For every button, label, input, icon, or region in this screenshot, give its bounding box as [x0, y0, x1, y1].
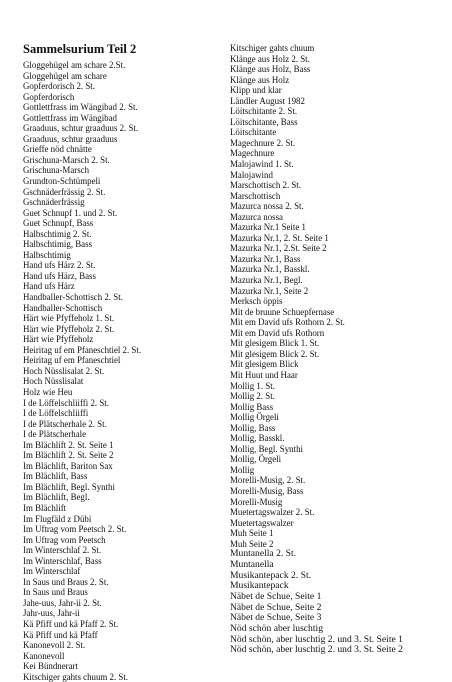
list-item: Merksch öppis: [230, 296, 283, 307]
list-item: Gloggehügel am schare 2.St.: [23, 60, 126, 70]
list-item: Gschnäderfrässig: [23, 197, 85, 208]
list-item: Kitschiger gahts chuum 2. St.: [23, 671, 129, 682]
list-item: Graaduus, schtur graaduus 2. St.: [23, 123, 139, 134]
list-item: Muntanella: [230, 559, 274, 570]
list-item: Nöd schön, aber luschtig 2. und 3. St. Seite 2: [230, 645, 403, 656]
list-item: Ländler August 1982: [230, 95, 305, 106]
list-item: Muh Seite 2: [230, 538, 274, 549]
list-item: Mollig, Bass: [230, 422, 276, 433]
list-item: Muh Seite 1: [230, 528, 274, 539]
list-item: I de Plätscherhale 2. St.: [23, 418, 107, 429]
list-item: I de Plätscherhale: [23, 429, 87, 440]
list-item: Morelli-Musig, Bass: [230, 485, 304, 496]
list-item: Malojawind: [230, 169, 273, 180]
list-item: Heiritag uf em Pfaneschtiel 2. St.: [23, 344, 142, 355]
list-item: In Saus und Braus: [23, 587, 88, 598]
list-item: Halbschtimig, Bass: [23, 239, 93, 250]
list-item: Morelli-Musig: [230, 496, 283, 507]
list-item: Guet Schnupf, Bass: [23, 218, 94, 229]
list-item: Im Blächlift 2. St. Seite 2: [23, 450, 114, 461]
list-item: Im Winterschlaf 2. St.: [23, 545, 102, 556]
list-item: Im Blächlift, Begl. Synthi: [23, 481, 115, 492]
list-item: Im Blächlift: [23, 502, 67, 513]
list-item: Halbschtimig: [23, 249, 71, 260]
list-item: Klänge aus Holz 2. St.: [230, 53, 310, 64]
list-item: Mollig Bass: [230, 401, 274, 412]
list-item: Handballer-Schottisch: [23, 302, 103, 313]
list-item: Mollig Örgeli: [230, 412, 279, 423]
list-item: Im Uftrag vom Peetsch 2. St.: [23, 524, 127, 535]
list-item: Näbet de Schue, Seite 1: [230, 592, 322, 602]
list-item: Kä Pfiff und kä Pfaff: [23, 629, 98, 640]
list-item: Grundton-Schtümpeli: [23, 176, 101, 187]
list-item: Magechnure 2. St.: [230, 137, 296, 148]
list-item: Im Flugfäld z Dübi: [23, 513, 92, 524]
list-item: Mit glesigem Blick: [230, 359, 299, 370]
list-item: Mazurka Nr.1, Seite 2: [230, 285, 309, 296]
list-item: Marschottisch 2. St.: [230, 180, 301, 191]
list-item: Mollig 1. St.: [230, 380, 275, 391]
list-item: Im Winterschlaf: [23, 566, 81, 577]
list-item: Mit Huut und Haar: [230, 369, 298, 380]
list-item: Im Blächlift, Begl.: [23, 492, 90, 503]
list-item: Näbet de Schue, Seite 3: [230, 613, 322, 624]
list-item: Mazurka Nr.1, Bass: [230, 253, 301, 264]
list-item: Malojawind 1. St.: [230, 159, 294, 170]
list-item: Kei Bündnerart: [23, 661, 78, 672]
list-item: Hand ufs Härz 2. St.: [23, 260, 96, 271]
list-item: Grischuna-Marsch: [23, 165, 90, 176]
list-item: Nöd schön aber luschtig: [230, 624, 323, 635]
list-item: Morelli-Musig, 2. St.: [230, 475, 306, 486]
list-item: Musikantepack 2. St.: [230, 570, 312, 581]
list-item: Musikantepack: [230, 581, 289, 592]
list-item: In Saus und Braus 2. St.: [23, 576, 109, 587]
list-item: Heiritag uf em Pfaneschtiel: [23, 355, 121, 366]
list-item: Muntanella 2. St.: [230, 549, 297, 560]
list-item: Mollig: [230, 464, 255, 475]
list-item: Mollig 2. St.: [230, 391, 275, 402]
list-item: Halbschtimig 2. St.: [23, 228, 92, 239]
list-item: Hoch Nüsslisalat 2. St.: [23, 365, 105, 376]
list-item: Im Winterschlaf, Bass: [23, 555, 102, 566]
list-item: Mit glesigem Blick 2. St.: [230, 348, 320, 359]
list-item: Mollig, Örgeli: [230, 454, 282, 465]
list-item: Gottlettfrass im Wängibad: [23, 112, 117, 123]
list-item: I de Löffelschliiffi 2. St.: [23, 397, 109, 408]
list-item: Nöd schön, aber luschtig 2. und 3. St. Seite 1: [230, 634, 403, 645]
list-item: Mollig, Begl. Synthi: [230, 443, 303, 454]
list-item: Guet Schnupf 1. und 2. St.: [23, 207, 118, 218]
list-item: Mazurka Nr.1, 2.St. Seite 2: [230, 243, 327, 254]
list-item: Handballer-Schottisch 2. St.: [23, 292, 123, 303]
list-item: Hoch Nüsslisalat: [23, 376, 84, 387]
list-item: Löitschitante 2. St.: [230, 106, 298, 117]
list-item: Härt wie Pfyffeholz: [23, 334, 94, 345]
list-item: Gschnäderfrässig 2. St.: [23, 186, 106, 197]
list-item: I de Löffelschliiffi: [23, 408, 89, 419]
list-item: Mazurca nossa 2. St.: [230, 201, 304, 212]
list-item: Mit de bruune Schuepfernase: [230, 306, 335, 317]
list-item: Kitschiger gahts chuum: [230, 43, 315, 53]
list-item: Hand ufs Härz: [23, 281, 75, 292]
list-item: Im Blächlift, Bass: [23, 471, 88, 482]
list-item: Kanonevoll: [23, 650, 65, 661]
list-item: Marschottisch: [230, 190, 281, 201]
list-item: Gloggehügel am schare: [23, 70, 107, 81]
list-item: Mit em David ufs Rothorn 2. St.: [230, 317, 345, 328]
list-item: Härt wie Pfyffeholz 1. St.: [23, 313, 115, 324]
list-item: Mollig, Basskl.: [230, 433, 285, 444]
list-item: Gopferdorisch: [23, 91, 75, 102]
list-item: Jahr-uus, Jahr-ii: [23, 608, 80, 619]
list-item: Mazurka Nr.1 Seite 1: [230, 222, 306, 233]
list-item: Näbet de Schue, Seite 2: [230, 602, 322, 613]
list-item: Mit em David ufs Rothorn: [230, 327, 325, 338]
list-item: Kä Pfiff und kä Pfaff 2. St.: [23, 618, 119, 629]
list-item: Klänge aus Holz: [230, 74, 290, 85]
right-column-list: [230, 43, 445, 656]
list-item: Löitschitante: [230, 127, 277, 138]
list-item: Grieffe nöd chnätte: [23, 144, 92, 155]
list-item: Klänge aus Holz, Bass: [230, 64, 311, 75]
list-item: Im Blächlift, Bariton Sax: [23, 460, 113, 471]
list-item: Im Blächlift 2. St. Seite 1: [23, 439, 114, 450]
list-item: Härt wie Pfyffeholz 2. St.: [23, 323, 115, 334]
list-item: Hand ufs Härz, Bass: [23, 270, 96, 281]
list-item: Holz wie Heu: [23, 386, 73, 397]
list-item: Kanonevoll 2. St.: [23, 640, 86, 651]
list-item: Klipp und klar: [230, 85, 282, 96]
list-item: Mazurka Nr.1, Basskl.: [230, 264, 310, 275]
list-item: Jahe-uus, Jahr-ii 2. St.: [23, 597, 102, 608]
list-item: Gopferdorisch 2. St.: [23, 81, 95, 92]
left-column-list: [23, 60, 228, 682]
list-item: Graaduus, schtur graaduus: [23, 133, 118, 144]
list-item: Grischuna-Marsch 2. St.: [23, 154, 110, 165]
list-item: Mazurka Nr.1, Begl.: [230, 275, 303, 286]
list-item: Muetertagswalzer: [230, 517, 294, 528]
list-item: Muetertagswalzer 2. St.: [230, 507, 315, 518]
list-item: Löitschitante, Bass: [230, 116, 298, 127]
list-item: Mit glesigem Blick 1. St.: [230, 338, 320, 349]
page-title: Sammelsurium Teil 2: [23, 42, 137, 56]
list-item: Gottlettfrass im Wängibad 2. St.: [23, 102, 138, 113]
list-item: Mazurka Nr.1, 2. St. Seite 1: [230, 232, 329, 243]
list-item: Mazurca nossa: [230, 211, 283, 222]
list-item: Im Uftrag vom Peetsch: [23, 534, 106, 545]
list-item: Magechnure: [230, 148, 275, 159]
